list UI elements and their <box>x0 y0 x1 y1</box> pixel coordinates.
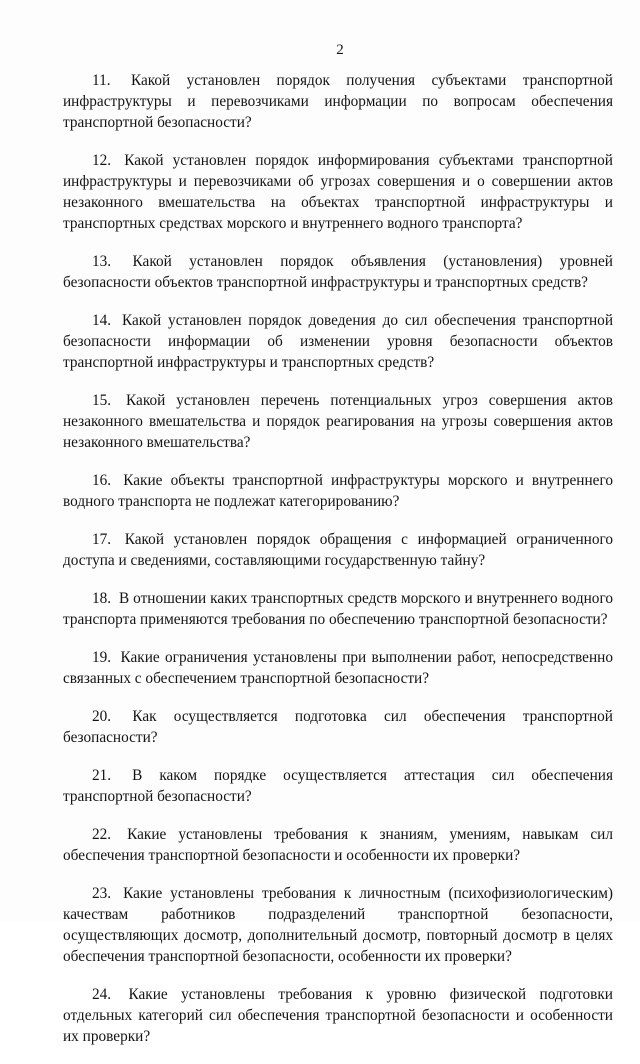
question-text: Какой установлен порядок получения субъектами транспортной инфраструктуры и перевозчиками информации по вопросам обеспечения транспортной безопасности? <box>63 72 613 131</box>
question-number: 22. <box>92 826 112 843</box>
question-text: Какие ограничения установлены при выполнении работ, непосредственно связанных с обеспечением транспортной безопасности? <box>63 649 613 687</box>
question-number: 14. <box>92 312 112 329</box>
question-number: 17. <box>92 531 112 548</box>
question-item <box>63 470 613 512</box>
question-item <box>63 706 613 748</box>
question-item <box>63 251 613 293</box>
question-item <box>63 883 613 967</box>
question-text: Какой установлен порядок обращения с информацией ограниченного доступа и сведениями, составляющими государственную тайну? <box>63 531 614 569</box>
question-text: Какие установлены требования к уровню физической подготовки отдельных категорий сил обеспечения транспортной безопасности и особенности их проверки? <box>63 986 613 1045</box>
question-number: 12. <box>92 152 112 169</box>
question-number: 13. <box>92 253 112 270</box>
question-text: Какой установлен перечень потенциальных угроз совершения актов незаконного вмешательства и порядок реагирования на угрозы совершения актов незаконного вмешательства? <box>63 392 613 451</box>
question-list <box>63 70 613 1064</box>
question-number: 16. <box>92 472 112 489</box>
question-text: Какие установлены требования к знаниям, умениям, навыкам сил обеспечения транспортной безопасности и особенности их проверки? <box>63 826 614 864</box>
question-item <box>63 647 613 689</box>
question-number: 11. <box>92 72 111 89</box>
question-item <box>63 70 613 133</box>
question-item <box>63 984 613 1047</box>
question-text: Какой установлен порядок доведения до сил обеспечения транспортной безопасности информации об изменении уровня безопасности объектов транспортной инфраструктуры и транспортных средств? <box>63 312 614 371</box>
question-item <box>63 529 613 571</box>
question-number: 15. <box>92 392 112 409</box>
question-text: В отношении каких транспортных средств морского и внутреннего водного транспорта применяются требования по обеспечению транспортной безопасности? <box>63 590 613 628</box>
question-item <box>63 824 613 866</box>
page-number: 2 <box>336 42 344 58</box>
question-text: Какие установлены требования к личностным (психофизиологическим) качествам работников подразделений транспортной безопасности, осуществляющих досмотр, дополнительный досмотр, повторный досмотр в целях обеспечения транспортной безопасности, особенности их проверки? <box>63 885 614 965</box>
question-text: Какой установлен порядок объявления (установления) уровней безопасности объектов транспортной инфраструктуры и транспортных средств? <box>63 253 613 291</box>
question-item <box>63 588 613 630</box>
question-number: 24. <box>92 986 112 1003</box>
question-number: 18. <box>92 590 112 607</box>
question-number: 23. <box>92 885 112 902</box>
question-item <box>63 310 613 373</box>
question-text: Как осуществляется подготовка сил обеспечения транспортной безопасности? <box>63 708 613 746</box>
question-item <box>63 390 613 453</box>
question-text: В каком порядке осуществляется аттестация сил обеспечения транспортной безопасности? <box>63 767 614 805</box>
question-number: 20. <box>92 708 112 725</box>
question-text: Какие объекты транспортной инфраструктуры морского и внутреннего водного транспорта не подлежат категорированию? <box>63 472 613 510</box>
question-number: 21. <box>92 767 112 784</box>
question-number: 19. <box>92 649 112 666</box>
question-item <box>63 765 613 807</box>
question-text: Какой установлен порядок информирования субъектами транспортной инфраструктуры и перевозчиками об угрозах совершения и о совершении актов незаконного вмешательства на объектах транспортной инфраструктуры и транспортных средствах морского и внутреннего водного транспорта? <box>63 152 613 232</box>
question-item <box>63 150 613 234</box>
